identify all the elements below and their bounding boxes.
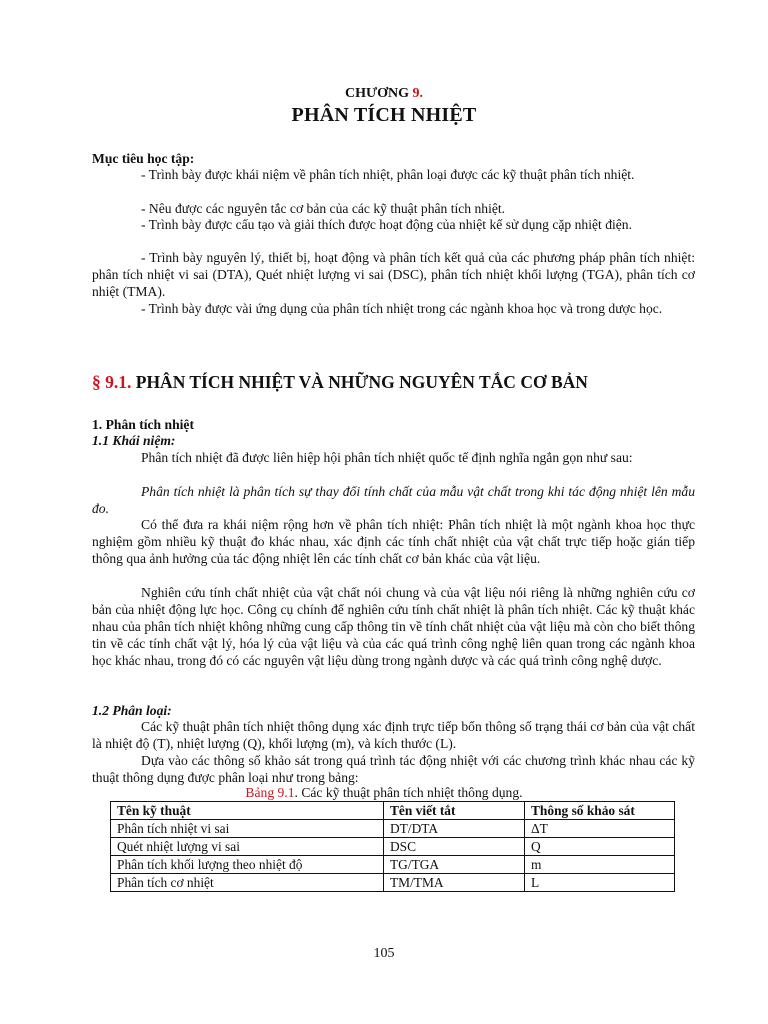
table-cell: TG/TGA xyxy=(384,856,525,874)
objective-item xyxy=(92,216,695,233)
paragraph-text: Phân tích nhiệt đã được liên hiệp hội phân tích nhiệt quốc tế định nghĩa ngắn gọn như sau: xyxy=(141,450,633,465)
part1-heading: 1. Phân tích nhiệt xyxy=(92,417,194,432)
page-title: PHÂN TÍCH NHIỆT xyxy=(291,104,477,126)
paragraph-text: Có thể đưa ra khái niệm rộng hơn về phân tích nhiệt: Phân tích nhiệt là một ngành khoa học thực nghiệm gồm nhiều kỹ thuật đo khác nhau, xác định các tính chất nhiệt của vật chất trực tiếp hoặc gián tiếp thông qua ảnh hưởng của tác động nhiệt lên các tính chất cơ bản khác của vật liệu. xyxy=(92,517,695,566)
table-cell: m xyxy=(525,856,675,874)
definition-paragraph xyxy=(92,483,695,517)
table-cell: Phân tích cơ nhiệt xyxy=(111,874,384,892)
paragraph xyxy=(92,752,695,786)
table-row xyxy=(111,856,675,874)
table-cell: DT/DTA xyxy=(384,820,525,838)
table-row xyxy=(111,838,675,856)
table-cell: Phân tích khối lượng theo nhiệt độ xyxy=(111,856,384,874)
techniques-table xyxy=(110,801,675,892)
paragraph-text: Dựa vào các thông số khảo sát trong quá trình tác động nhiệt với các chương trình khác nhau các kỹ thuật thông dụng được phân loại như trong bảng: xyxy=(92,753,695,785)
objective-item xyxy=(92,166,695,183)
objective-text: - Trình bày được khái niệm về phân tích nhiệt, phân loại được các kỹ thuật phân tích nhiệt. xyxy=(141,167,635,182)
paragraph xyxy=(92,449,695,466)
table-header-row xyxy=(111,802,675,820)
table-cell: TM/TMA xyxy=(384,874,525,892)
table-header-cell: Thông số khảo sát xyxy=(525,802,675,820)
section-title: PHÂN TÍCH NHIỆT VÀ NHỮNG NGUYÊN TẮC CƠ BẢN xyxy=(131,372,588,392)
paragraph-text: Các kỹ thuật phân tích nhiệt thông dụng xác định trực tiếp bốn thông số trạng thái cơ bản của vật chất là nhiệt độ (T), nhiệt lượng (Q), khối lượng (m), và kích thước (L). xyxy=(92,719,695,751)
part1-subheading: 1.1 Khái niệm: xyxy=(92,433,176,448)
paragraph-text: Nghiên cứu tính chất nhiệt của vật chất nói chung và của vật liệu nói riêng là những nghiên cứu cơ bản của nhiệt động lực học. Công cụ chính để nghiên cứu tính chất nhiệt là phân tích nhiệt. Các kỹ thuật khác nhau của phân tích nhiệt không những cung cấp thông tin về tính chất nhiệt của vật liệu mà còn cho biết thông tin về các tính chất vật lý, hóa lý của vật liệu và của các quá trình công nghệ liên quan trong các ngành khoa học khác nhau, trong đó có các nguyên vật liệu dùng trong ngành dược và các quá trình công nghệ dược. xyxy=(92,585,695,668)
table-caption xyxy=(0,785,768,801)
definition-text: Phân tích nhiệt là phân tích sự thay đổi tính chất của mẫu vật chất trong khi tác động nhiệt lên mẫu đo. xyxy=(92,484,695,516)
objective-text: - Trình bày được cấu tạo và giải thích được hoạt động của nhiệt kế sử dụng cặp nhiệt điện. xyxy=(141,217,633,232)
table-header-cell: Tên viết tắt xyxy=(384,802,525,820)
objective-item xyxy=(92,200,695,217)
table-caption-text: . Các kỹ thuật phân tích nhiệt thông dụng. xyxy=(294,785,523,800)
table-row xyxy=(111,874,675,892)
paragraph xyxy=(92,516,695,567)
objective-text: - Nêu được các nguyên tắc cơ bản của các kỹ thuật phân tích nhiệt. xyxy=(141,201,506,216)
table-cell: Q xyxy=(525,838,675,856)
paragraph xyxy=(92,584,695,669)
page-number: 105 xyxy=(373,946,395,961)
section-number: § 9.1. xyxy=(92,372,132,392)
table-cell: ΔT xyxy=(525,820,675,838)
table-caption-label: Bảng 9.1 xyxy=(245,785,295,800)
objectives-heading: Mục tiêu học tập: xyxy=(92,151,195,166)
objective-text: - Trình bày nguyên lý, thiết bị, hoạt động và phân tích kết quả của các phương pháp phân tích nhiệt: phân tích nhiệt vi sai (DTA), Quét nhiệt lượng vi sai (DSC), phân tích nhiệt khối lượng (TGA), phân tích cơ nhiệt (TMA). xyxy=(92,250,695,299)
paragraph xyxy=(92,718,695,752)
table-row xyxy=(111,820,675,838)
table-cell: Phân tích nhiệt vi sai xyxy=(111,820,384,838)
table-cell: Quét nhiệt lượng vi sai xyxy=(111,838,384,856)
section-heading xyxy=(92,372,712,393)
chapter-number: 9. xyxy=(412,86,424,101)
objective-item xyxy=(92,249,695,300)
chapter-label xyxy=(0,86,768,102)
part2-subheading: 1.2 Phân loại: xyxy=(92,703,172,718)
table-cell: DSC xyxy=(384,838,525,856)
objective-text: - Trình bày được vài ứng dụng của phân tích nhiệt trong các ngành khoa học và trong dược học. xyxy=(141,301,663,316)
objective-item xyxy=(92,300,695,317)
chapter-prefix: CHƯƠNG xyxy=(344,86,413,101)
table-header-cell: Tên kỹ thuật xyxy=(111,802,384,820)
table-cell: L xyxy=(525,874,675,892)
